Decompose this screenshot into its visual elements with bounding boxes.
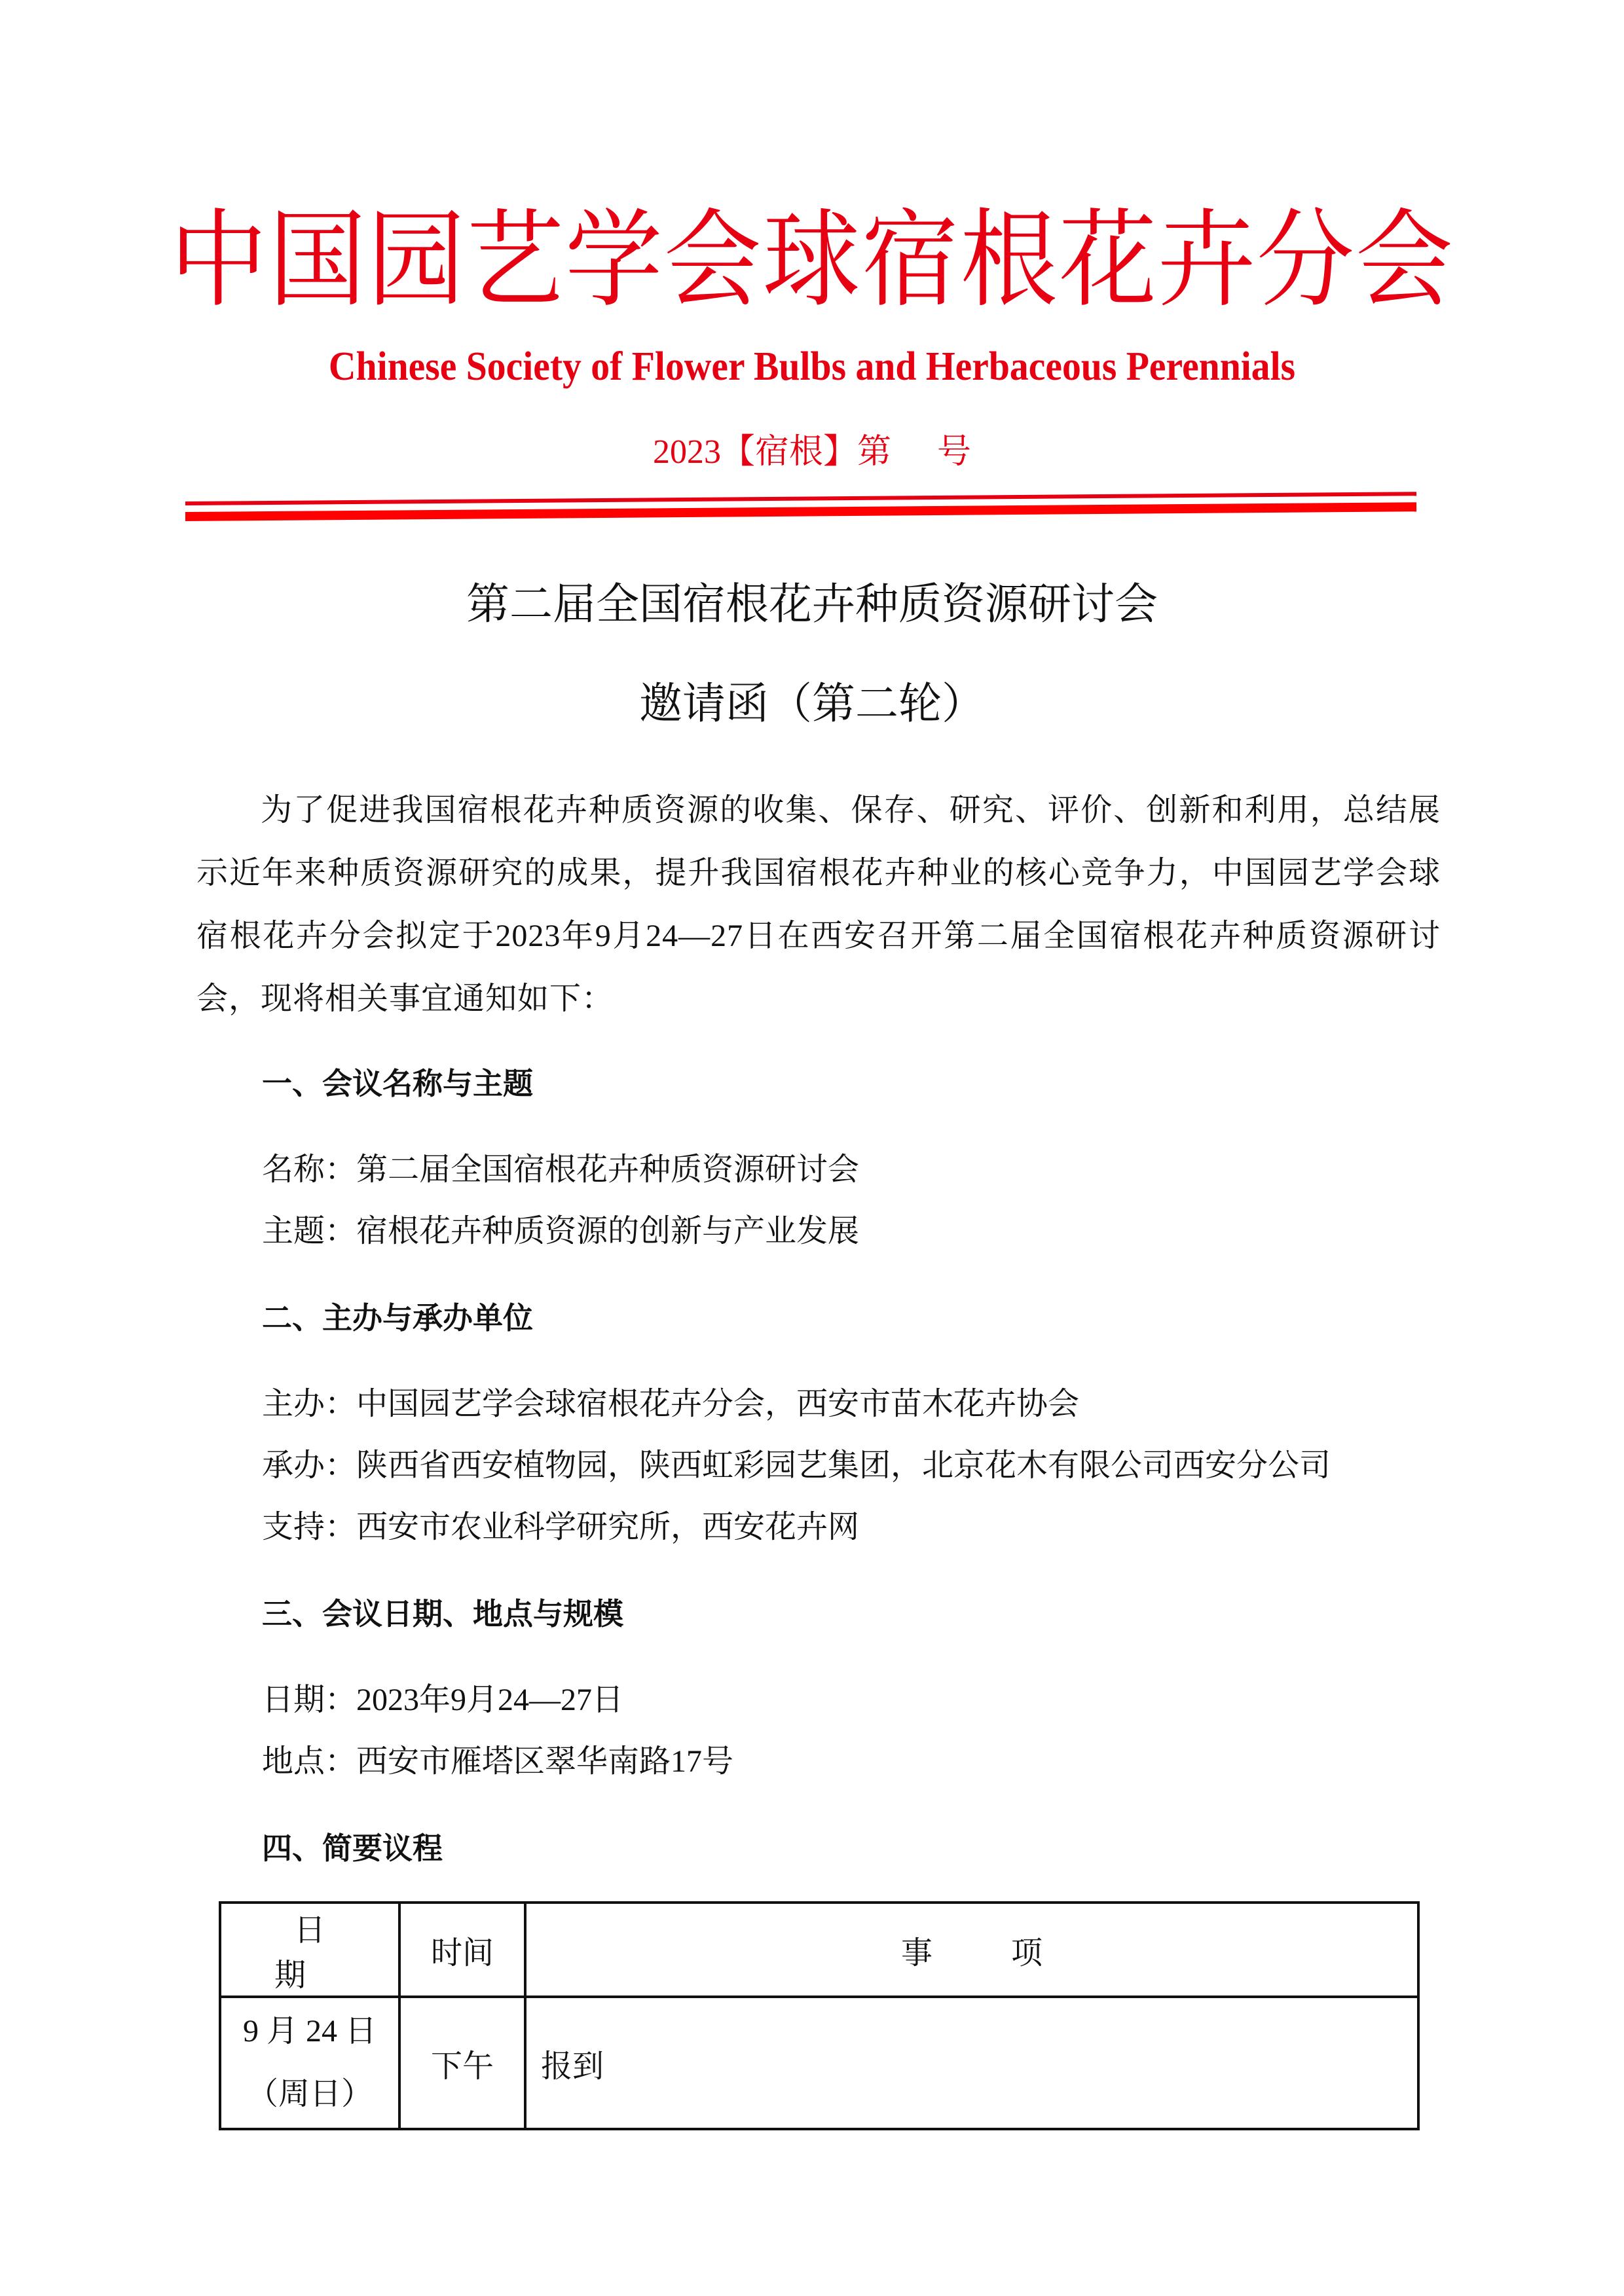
meeting-theme-line: 主题：宿根花卉种质资源的创新与产业发展	[262, 1214, 860, 1248]
doc-suffix: 号	[937, 433, 972, 471]
agenda-table	[219, 1901, 1420, 2130]
header-date: 日期	[220, 1903, 399, 1997]
intro-paragraph: 为了促进我国宿根花卉种质资源的收集、保存、研究、评价、创新和利用，总结展示近年来种质资源研究的成果，提升我国宿根花卉种业的核心竞争力，中国园艺学会球宿根花卉分会拟定于2023年9月24—27日在西安召开第二届全国宿根花卉种质资源研讨会，现将相关事宜通知如下：	[196, 793, 1441, 1016]
document-number	[0, 429, 1624, 475]
meeting-location-line: 地点：西安市雁塔区翠华南路17号	[262, 1744, 734, 1779]
section-heading-4: 四、简要议程	[262, 1831, 443, 1866]
doc-year: 2023	[652, 433, 721, 471]
meeting-name-line: 名称：第二届全国宿根花卉种质资源研讨会	[262, 1152, 860, 1187]
thick-red-line	[185, 502, 1416, 521]
host-line: 主办：中国园艺学会球宿根花卉分会，西安市苗木花卉协会	[262, 1387, 1080, 1421]
header-item: 事项	[525, 1903, 1418, 1997]
section-heading-3: 三、会议日期、地点与规模	[262, 1596, 623, 1631]
agenda-item: 报到	[525, 1997, 1418, 2129]
section-heading-1: 一、会议名称与主题	[262, 1066, 533, 1101]
agenda-header-row	[220, 1903, 1418, 1997]
meeting-date-line: 日期：2023年9月24—27日	[262, 1683, 624, 1717]
section-heading-2: 二、主办与承办单位	[262, 1300, 533, 1336]
organizer-line: 承办：陕西省西安植物园，陕西虹彩园艺集团，北京花木有限公司西安分公司	[262, 1448, 1331, 1483]
agenda-date: 9 月 24 日	[242, 2014, 377, 2049]
agenda-date-cell	[220, 1997, 399, 2129]
agenda-weekday: （周日）	[246, 2077, 373, 2111]
doc-prefix: 第	[857, 433, 891, 471]
document-title: 第二届全国宿根花卉种质资源研讨会	[466, 579, 1158, 629]
red-header-rule	[185, 491, 1416, 524]
org-name-en: Chinese Society of Flower Bulbs and Herbaceous Perennials	[328, 344, 1296, 389]
agenda-row	[220, 1997, 1418, 2129]
support-line: 支持：西安市农业科学研究所，西安花卉网	[262, 1510, 860, 1544]
doc-bracket-label: 【宿根】	[720, 433, 857, 471]
header-time: 时间	[399, 1903, 525, 1997]
document-subtitle: 邀请函（第二轮）	[639, 678, 985, 729]
agenda-time: 下午	[399, 1997, 525, 2129]
org-name-cn: 中国园艺学会球宿根花卉分会	[170, 203, 1454, 320]
